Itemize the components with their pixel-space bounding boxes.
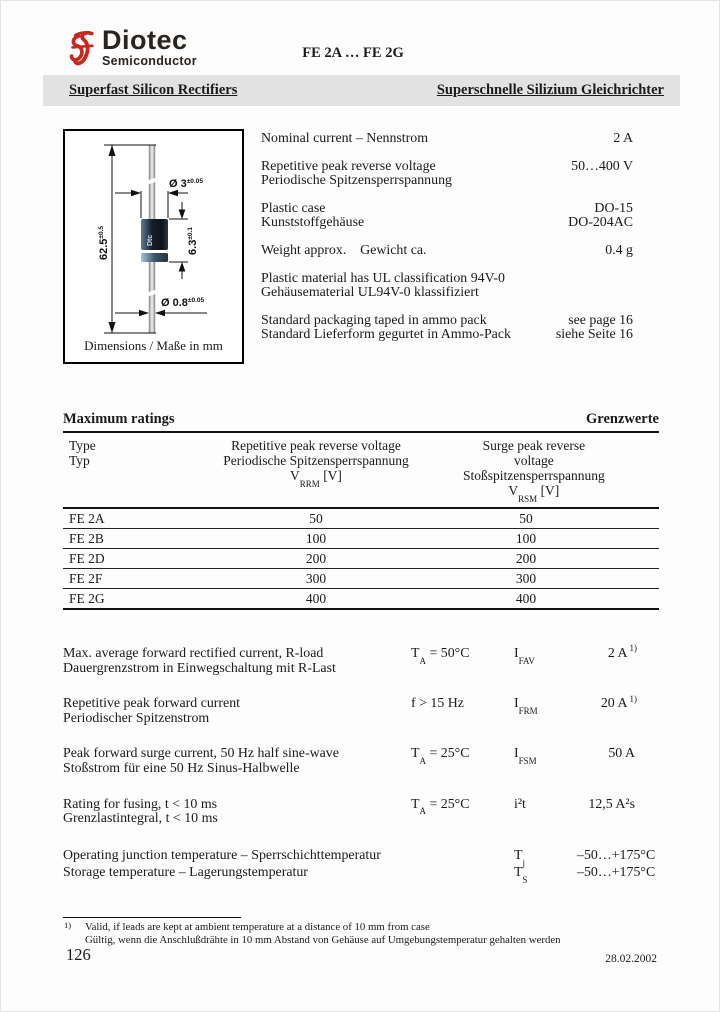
- col-vrrm-en: Repetitive peak reverse voltage: [231, 438, 401, 453]
- subtitle-english: Superfast Silicon Rectifiers: [69, 82, 238, 98]
- drawing-caption: Dimensions / Maße in mm: [84, 338, 223, 353]
- char-symbol: $I_{FSM}$: [514, 746, 537, 767]
- arrowhead-up-small: [179, 262, 186, 272]
- temp-row-storage: [63, 864, 659, 885]
- vrrm-cell: 400: [305, 591, 327, 606]
- spec-value: DO-15: [594, 200, 633, 216]
- table-row: [63, 569, 659, 589]
- spec-label: Plastic material has UL classification 94V-0: [261, 270, 505, 286]
- col-vrsm-symbol: $V_{RSM}$ [V]: [508, 483, 560, 504]
- type-cell: FE 2A: [69, 511, 105, 526]
- arrowhead-left-small: [155, 310, 165, 316]
- spec-row-ul-classification: Plastic material has UL classification 94V-0 Gehäusematerial UL94V-0 klassifiziert: [261, 270, 505, 301]
- vrrm-cell: 50: [309, 511, 323, 526]
- vrsm-cell: 400: [515, 591, 537, 606]
- dim-body-length-label: $6.3^{\pm 0.1}$: [187, 227, 199, 255]
- revision-date: 28.02.2002: [605, 953, 657, 965]
- vrrm-cell: 200: [305, 551, 327, 566]
- arrowhead-right: [131, 190, 141, 196]
- page-number: 126: [66, 945, 91, 964]
- char-condition: $T_A = 25^\circ C$: [411, 746, 470, 767]
- char-label: Max. average forward rectified current, R-load: [63, 646, 324, 661]
- type-cell: FE 2G: [69, 591, 105, 606]
- char-condition: f > 15 Hz: [411, 696, 464, 712]
- dim-lead-diameter-label: Ø $0.8^{\pm 0.05}$: [161, 297, 205, 309]
- spec-value: 0.4 g: [605, 242, 633, 258]
- document-title: FE 2A … FE 2G: [302, 45, 404, 61]
- char-symbol: $I_{FRM}$: [514, 696, 538, 716]
- temperature-ratings: [63, 847, 659, 885]
- brand-subtitle: Semiconductor: [102, 54, 197, 68]
- vrrm-cell: 300: [305, 571, 327, 586]
- spec-value: 50…400 V: [571, 158, 633, 174]
- char-condition: $T_A = 50^\circ C$: [411, 646, 470, 666]
- spec-value: 2 A: [613, 131, 633, 146]
- char-condition: $T_A = 25^\circ C$: [411, 796, 470, 817]
- arrowhead-right-small: [139, 310, 149, 316]
- spec-label: Nominal current – Nennstrom: [261, 131, 429, 146]
- general-specs: [261, 132, 633, 356]
- table-row: [63, 589, 659, 608]
- spec-label: Standard packaging taped in ammo pack: [261, 312, 487, 328]
- col-vrrm-symbol: $V_{RRM}$ [V]: [290, 468, 342, 489]
- type-cell: FE 2B: [69, 531, 104, 546]
- temp-symbol: $T_S$: [514, 865, 528, 885]
- arrowhead-left: [168, 190, 178, 196]
- temp-value: –50…+175°C: [577, 848, 656, 863]
- subtitle-band: [43, 75, 680, 106]
- subtitle-german: Superschnelle Silizium Gleichrichter: [436, 82, 664, 98]
- spec-value: see page 16: [568, 312, 633, 328]
- footnote: [63, 917, 663, 947]
- package-drawing-box: [63, 129, 244, 364]
- brand-name: Diotec: [102, 25, 188, 55]
- char-label: Peak forward surge current, 50 Hz half sine-wave: [63, 746, 339, 762]
- vrrm-cell: 100: [305, 531, 327, 546]
- spec-row-nominal-current: [261, 132, 633, 147]
- footnote-text-en: Valid, if leads are kept at ambient temperature at a distance of 10 mm from case: [85, 921, 430, 933]
- type-cell: FE 2F: [69, 571, 103, 586]
- char-symbol: $I_{FAV}$: [514, 646, 535, 666]
- arrowhead-up: [109, 145, 116, 156]
- vrsm-cell: 300: [515, 571, 537, 586]
- table-row: [63, 509, 659, 529]
- footnote-text-de: Gültig, wenn die Anschlußdrähte in 10 mm Abstand von Gehäuse auf Umgebungstemperatur gehalten werden: [85, 934, 561, 946]
- arrowhead-down-small: [179, 210, 186, 220]
- char-row-fusing: Rating for fusing, t < 10 ms Grenzlastintegral, t < 10 ms $T_A = 25^\circ C$ i²t 12,5 A²s: [63, 798, 659, 827]
- char-row-peak-forward-current: Repetitive peak forward current Periodischer Spitzenstrom f > 15 Hz $I_{FRM}$ 20 A $^{1)}$: [63, 697, 659, 726]
- spec-row-reverse-voltage: Repetitive peak reverse voltage Periodische Spitzensperrspannung 50…400 V: [261, 158, 633, 189]
- cathode-band: [141, 253, 168, 262]
- char-value: 50 A: [608, 746, 635, 762]
- dim-body-length-lines: [169, 202, 188, 279]
- col-vrsm-de: Stoßspitzensperrspannung: [463, 468, 605, 483]
- body-band-gap: [141, 250, 169, 253]
- temp-label: Operating junction temperature – Sperrschichttemperatur: [63, 848, 381, 863]
- ratings-title-en: Maximum ratings: [63, 411, 175, 427]
- temp-label: Storage temperature – Lagerungstemperatur: [63, 865, 308, 880]
- temp-value: –50…+175°C: [577, 865, 656, 880]
- temp-row-junction: [63, 847, 659, 868]
- char-value: 20 A $^{1)}$: [600, 693, 637, 712]
- characteristics-list: [63, 643, 659, 848]
- spec-row-case: Plastic case Kunststoffgehäuse DO-15 DO-204AC: [261, 200, 633, 231]
- col-vrsm-en: Surge peak reverse voltage: [482, 438, 586, 468]
- ratings-header-row: [63, 433, 659, 509]
- vrsm-cell: 100: [515, 531, 537, 546]
- spec-row-packaging: Standard packaging taped in ammo pack Standard Lieferform gegurtet in Ammo-Pack see page 16 siehe Seite 16: [261, 312, 633, 343]
- vrsm-cell: 200: [515, 551, 537, 566]
- dim-overall-length-label: $62.5^{\pm 0.5}$: [98, 225, 110, 261]
- spec-label: Weight approx. Gewicht ca.: [261, 242, 427, 258]
- char-row-surge-current: Peak forward surge current, 50 Hz half sine-wave Stoßstrom für eine 50 Hz Sinus-Halbwelle $T_A = 25^\circ C$ $I_{FSM}$ 50 A: [63, 747, 659, 776]
- spec-row-weight: [261, 244, 633, 259]
- dim-body-diameter-label: Ø $3^{\pm 0.05}$: [169, 178, 203, 190]
- col-type-de: Typ: [69, 453, 90, 468]
- char-value: 2 A $^{1)}$: [607, 643, 637, 661]
- table-row: [63, 549, 659, 569]
- col-vrrm-de: Periodische Spitzensperrspannung: [223, 453, 409, 468]
- spec-label: Repetitive peak reverse voltage: [261, 158, 436, 174]
- footnote-divider: [63, 917, 241, 918]
- footnote-marker: 1): [64, 920, 72, 930]
- package-drawing: [65, 131, 242, 337]
- col-type-en: Type: [69, 438, 96, 453]
- ratings-title-de: Grenzwerte: [586, 411, 659, 427]
- char-label: Rating for fusing, t < 10 ms: [63, 796, 218, 812]
- char-row-forward-current: Max. average forward rectified current, R-load Dauergrenzstrom in Einwegschaltung mit R-Last $T_A = 50^\circ C$ $I_{FAV}$ 2 A $^{1)}$: [63, 647, 659, 676]
- spec-label: Plastic case: [261, 200, 326, 216]
- arrowhead-down: [109, 322, 116, 333]
- char-label: Repetitive peak forward current: [63, 696, 241, 712]
- temp-symbol: $T_j$: [514, 848, 526, 868]
- body-brand-mark: Dtc: [147, 234, 154, 246]
- diode-body: [141, 219, 168, 250]
- char-value: 12,5 A²s: [588, 796, 635, 812]
- vrsm-cell: 50: [519, 511, 533, 526]
- type-cell: FE 2D: [69, 551, 105, 566]
- table-row: [63, 529, 659, 549]
- char-symbol: i²t: [514, 796, 526, 812]
- maximum-ratings-table: [63, 411, 659, 610]
